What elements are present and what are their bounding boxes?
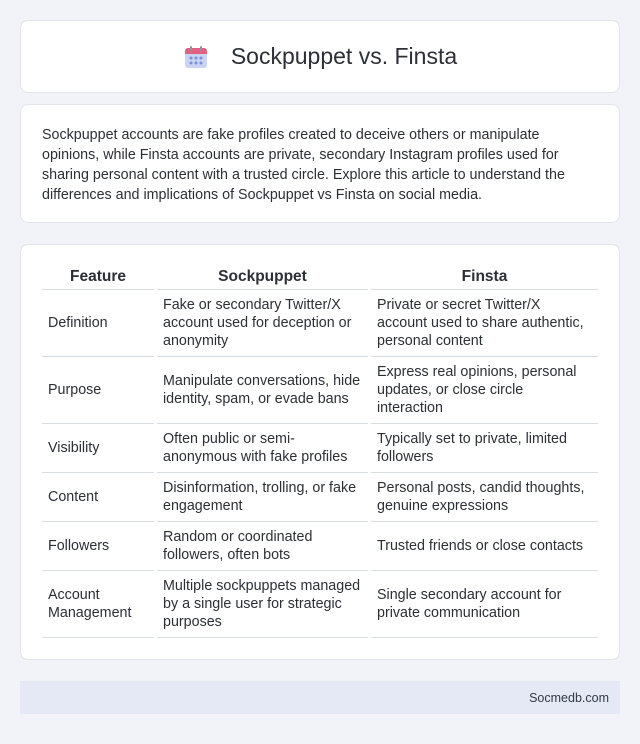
feature-cell: Definition	[42, 290, 154, 357]
table-row	[42, 424, 598, 473]
sockpuppet-cell: Multiple sockpuppets managed by a single user for strategic purposes	[157, 571, 368, 638]
feature-cell: Content	[42, 473, 154, 522]
finsta-cell: Personal posts, candid thoughts, genuine expressions	[371, 473, 598, 522]
finsta-cell: Private or secret Twitter/X account used to share authentic, personal content	[371, 290, 598, 357]
title-wrap	[183, 43, 457, 70]
comparison-table	[39, 264, 601, 638]
table-row	[42, 571, 598, 638]
sockpuppet-cell: Disinformation, trolling, or fake engagement	[157, 473, 368, 522]
table-header-row	[42, 264, 598, 290]
table-row	[42, 290, 598, 357]
sockpuppet-cell: Manipulate conversations, hide identity, spam, or evade bans	[157, 357, 368, 424]
sockpuppet-cell: Often public or semi-anonymous with fake profiles	[157, 424, 368, 473]
table-row	[42, 357, 598, 424]
footer	[20, 681, 620, 714]
finsta-cell: Single secondary account for private communication	[371, 571, 598, 638]
header-finsta: Finsta	[371, 264, 598, 290]
feature-cell: Account Management	[42, 571, 154, 638]
footer-site-name: Socmedb.com	[529, 690, 609, 705]
finsta-cell: Trusted friends or close contacts	[371, 522, 598, 571]
sockpuppet-cell: Fake or secondary Twitter/X account used for deception or anonymity	[157, 290, 368, 357]
feature-cell: Followers	[42, 522, 154, 571]
table-row	[42, 473, 598, 522]
intro-paragraph: Sockpuppet accounts are fake profiles created to deceive others or manipulate opinions, while Finsta accounts are private, secondary Instagram profiles used for sharing personal content with a trusted circle. Explore this article to understand the differences and implications of Sockpuppet vs Finsta on social media.	[42, 127, 565, 203]
page-title: Sockpuppet vs. Finsta	[230, 43, 458, 69]
header-feature: Feature	[42, 264, 154, 290]
comparison-table-card	[20, 244, 620, 660]
finsta-cell: Express real opinions, personal updates, or close circle interaction	[371, 357, 598, 424]
intro-card	[20, 104, 620, 223]
header-sockpuppet: Sockpuppet	[157, 264, 368, 290]
feature-cell: Purpose	[42, 357, 154, 424]
finsta-cell: Typically set to private, limited followers	[371, 424, 598, 473]
calendar-icon	[183, 44, 209, 70]
title-card	[20, 20, 620, 93]
feature-cell: Visibility	[42, 424, 154, 473]
sockpuppet-cell: Random or coordinated followers, often bots	[157, 522, 368, 571]
table-row	[42, 522, 598, 571]
